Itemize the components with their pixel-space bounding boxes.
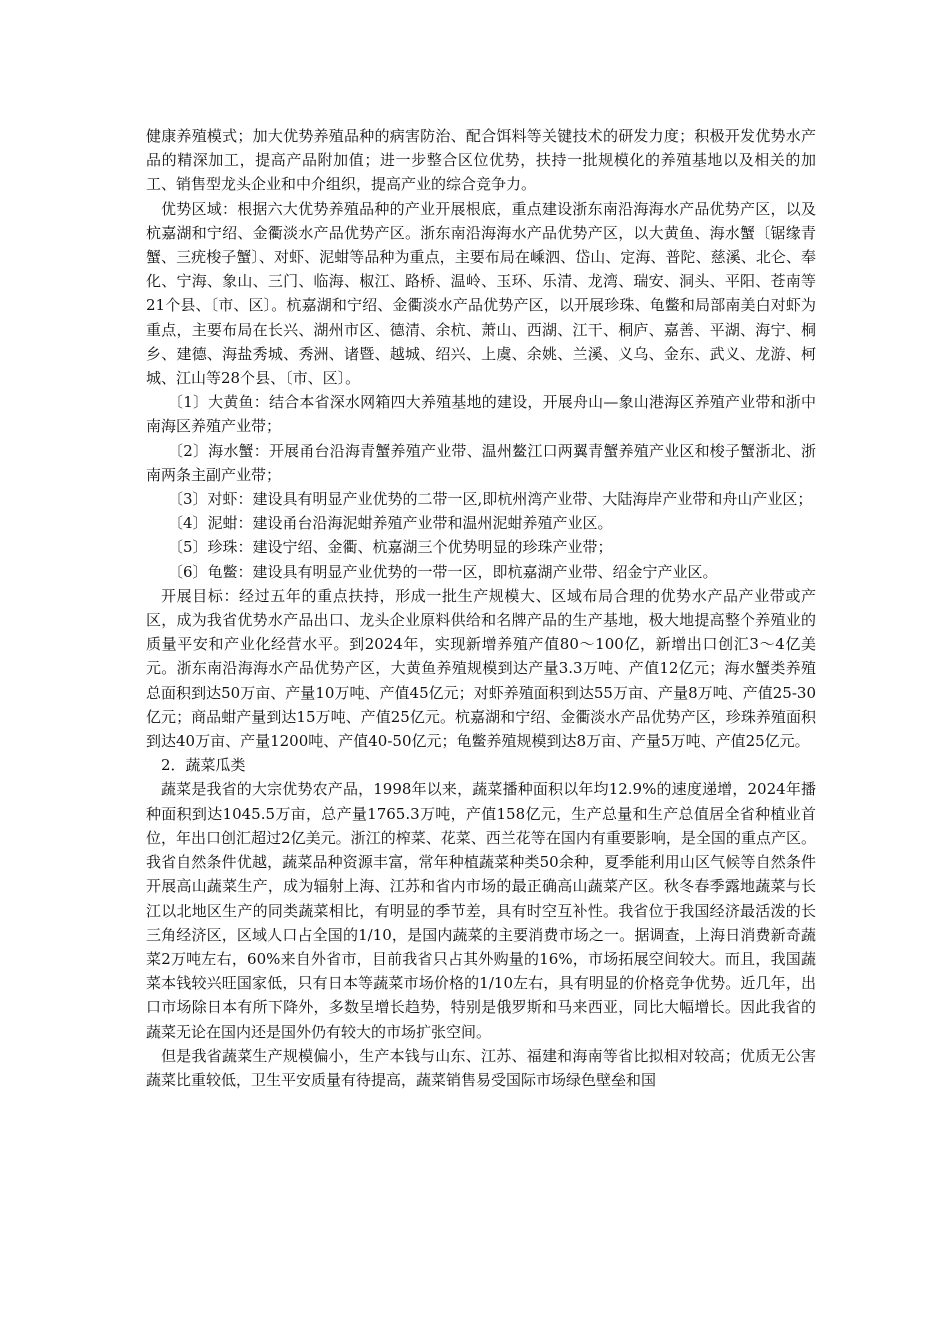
list-item-shrimp: 〔3〕对虾：建设具有明显产业优势的二带一区,即杭州湾产业带、大陆海岸产业带和舟山产业区； [168, 490, 813, 509]
list-item-large-yellow-croaker: 〔1〕大黄鱼：结合本省深水网箱四大养殖基地的建设，开展舟山—象山港海区养殖产业带和浙中南海区养殖产业带； [146, 393, 816, 436]
paragraph-vegetable-problems: 但是我省蔬菜生产规模偏小，生产本钱与山东、江苏、福建和海南等省比拟相对较高；优质无公害蔬菜比重较低，卫生平安质量有待提高，蔬菜销售易受国际市场绿色壁垒和国 [146, 1046, 816, 1089]
paragraph-advantage-regions: 优势区域：根据六大优势养殖品种的产业开展根底，重点建设浙东南沿海海水产品优势产区，以及杭嘉湖和宁绍、金衢淡水产品优势产区。浙东南沿海海水产品优势产区，以大黄鱼、海水蟹〔锯缘青蟹、三疣梭子蟹〕、对虾、泥蚶等品种为重点，主要布局在嵊泗、岱山、定海、普陀、慈溪、北仑、奉化、宁海、象山、三门、临海、椒江、路桥、温岭、玉环、乐清、龙湾、瑞安、洞头、平阳、苍南等21个县、〔市、区〕。杭嘉湖和宁绍、金衢淡水产品优势产区，以开展珍珠、龟鳖和局部南美白对虾为重点，主要布局在长兴、湖州市区、德清、余杭、萧山、西湖、江干、桐庐、嘉善、平湖、海宁、桐乡、建德、海盐秀城、秀洲、诸暨、越城、绍兴、上虞、余姚、兰溪、义乌、金东、武义、龙游、柯城、江山等28个县、〔市、区〕。 [146, 199, 816, 388]
document-page [146, 124, 816, 1092]
section-heading-vegetables: 2．蔬菜瓜类 [161, 756, 246, 775]
paragraph-development-goals: 开展目标：经过五年的重点扶持，形成一批生产规模大、区域布局合理的优势水产品产业带或产区，成为我省优势水产品出口、龙头企业原料供给和名牌产品的生产基地，极大地提高整个养殖业的质量平安和产业化经营水平。到2024年，实现新增养殖产值80～100亿，新增出口创汇3～4亿美元。浙东南沿海海水产品优势产区，大黄鱼养殖规模到达产量3.3万吨、产值12亿元；海水蟹类养殖总面积到达50万亩、产量10万吨、产值45亿元；对虾养殖面积到达55万亩、产量8万吨、产值25-30亿元；商品蚶产量到达15万吨、产值25亿元。杭嘉湖和宁绍、金衢淡水产品优势产区，珍珠养殖面积到达40万亩、产量1200吨、产值40-50亿元；龟鳖养殖规模到达8万亩、产量5万吨、产值25亿元。 [146, 586, 816, 751]
paragraph-aquaculture-measures: 健康养殖模式；加大优势养殖品种的病害防治、配合饵料等关键技术的研发力度；积极开发优势水产品的精深加工，提高产品附加值；进一步整合区位优势，扶持一批规模化的养殖基地以及相关的加工、销售型龙头企业和中介组织，提高产业的综合竞争力。 [146, 127, 816, 194]
list-item-pearl: 〔5〕珍珠：建设宁绍、金衢、杭嘉湖三个优势明显的珍珠产业带； [168, 538, 613, 557]
list-item-blood-clam: 〔4〕泥蚶：建设甬台沿海泥蚶养殖产业带和温州泥蚶养殖产业区。 [168, 514, 613, 533]
paragraph-vegetable-overview: 蔬菜是我省的大宗优势农产品，1998年以来，蔬菜播种面积以年均12.9%的速度递增，2024年播种面积到达1045.5万亩，总产量1765.3万吨，产值158亿元，生产总量和生产总值居全省种植业首位，年出口创汇超过2亿美元。浙江的榨菜、花菜、西兰花等在国内有重要影响，是全国的重点产区。我省自然条件优越，蔬菜品种资源丰富，常年种植蔬菜种类50余种，夏季能利用山区气候等自然条件开展高山蔬菜生产，成为辐射上海、江苏和省内市场的最正确高山蔬菜产区。秋冬春季露地蔬菜与长江以北地区生产的同类蔬菜相比，有明显的季节差，具有时空互补性。我省位于我国经济最活泼的长三角经济区，区域人口占全国的1/10，是国内蔬菜的主要消费市场之一。据调查，上海日消费新奇蔬菜2万吨左右，60%来自外省市，目前我省只占其外购量的16%，市场拓展空间较大。而且，我国蔬菜本钱较兴旺国家低，只有日本等蔬菜市场价格的1/10左右，具有明显的价格竞争优势。近几年，出口市场除日本有所下降外，多数呈增长趋势，特别是俄罗斯和马来西亚，同比大幅增长。因此我省的蔬菜无论在国内还是国外仍有较大的市场扩张空间。 [146, 780, 816, 1041]
list-item-sea-crab: 〔2〕海水蟹：开展甬台沿海青蟹养殖产业带、温州鳌江口两翼青蟹养殖产业区和梭子蟹浙北、浙南两条主副产业带； [146, 441, 816, 484]
list-item-turtle: 〔6〕龟鳖：建设具有明显产业优势的一带一区，即杭嘉湖产业带、绍金宁产业区。 [168, 562, 718, 581]
